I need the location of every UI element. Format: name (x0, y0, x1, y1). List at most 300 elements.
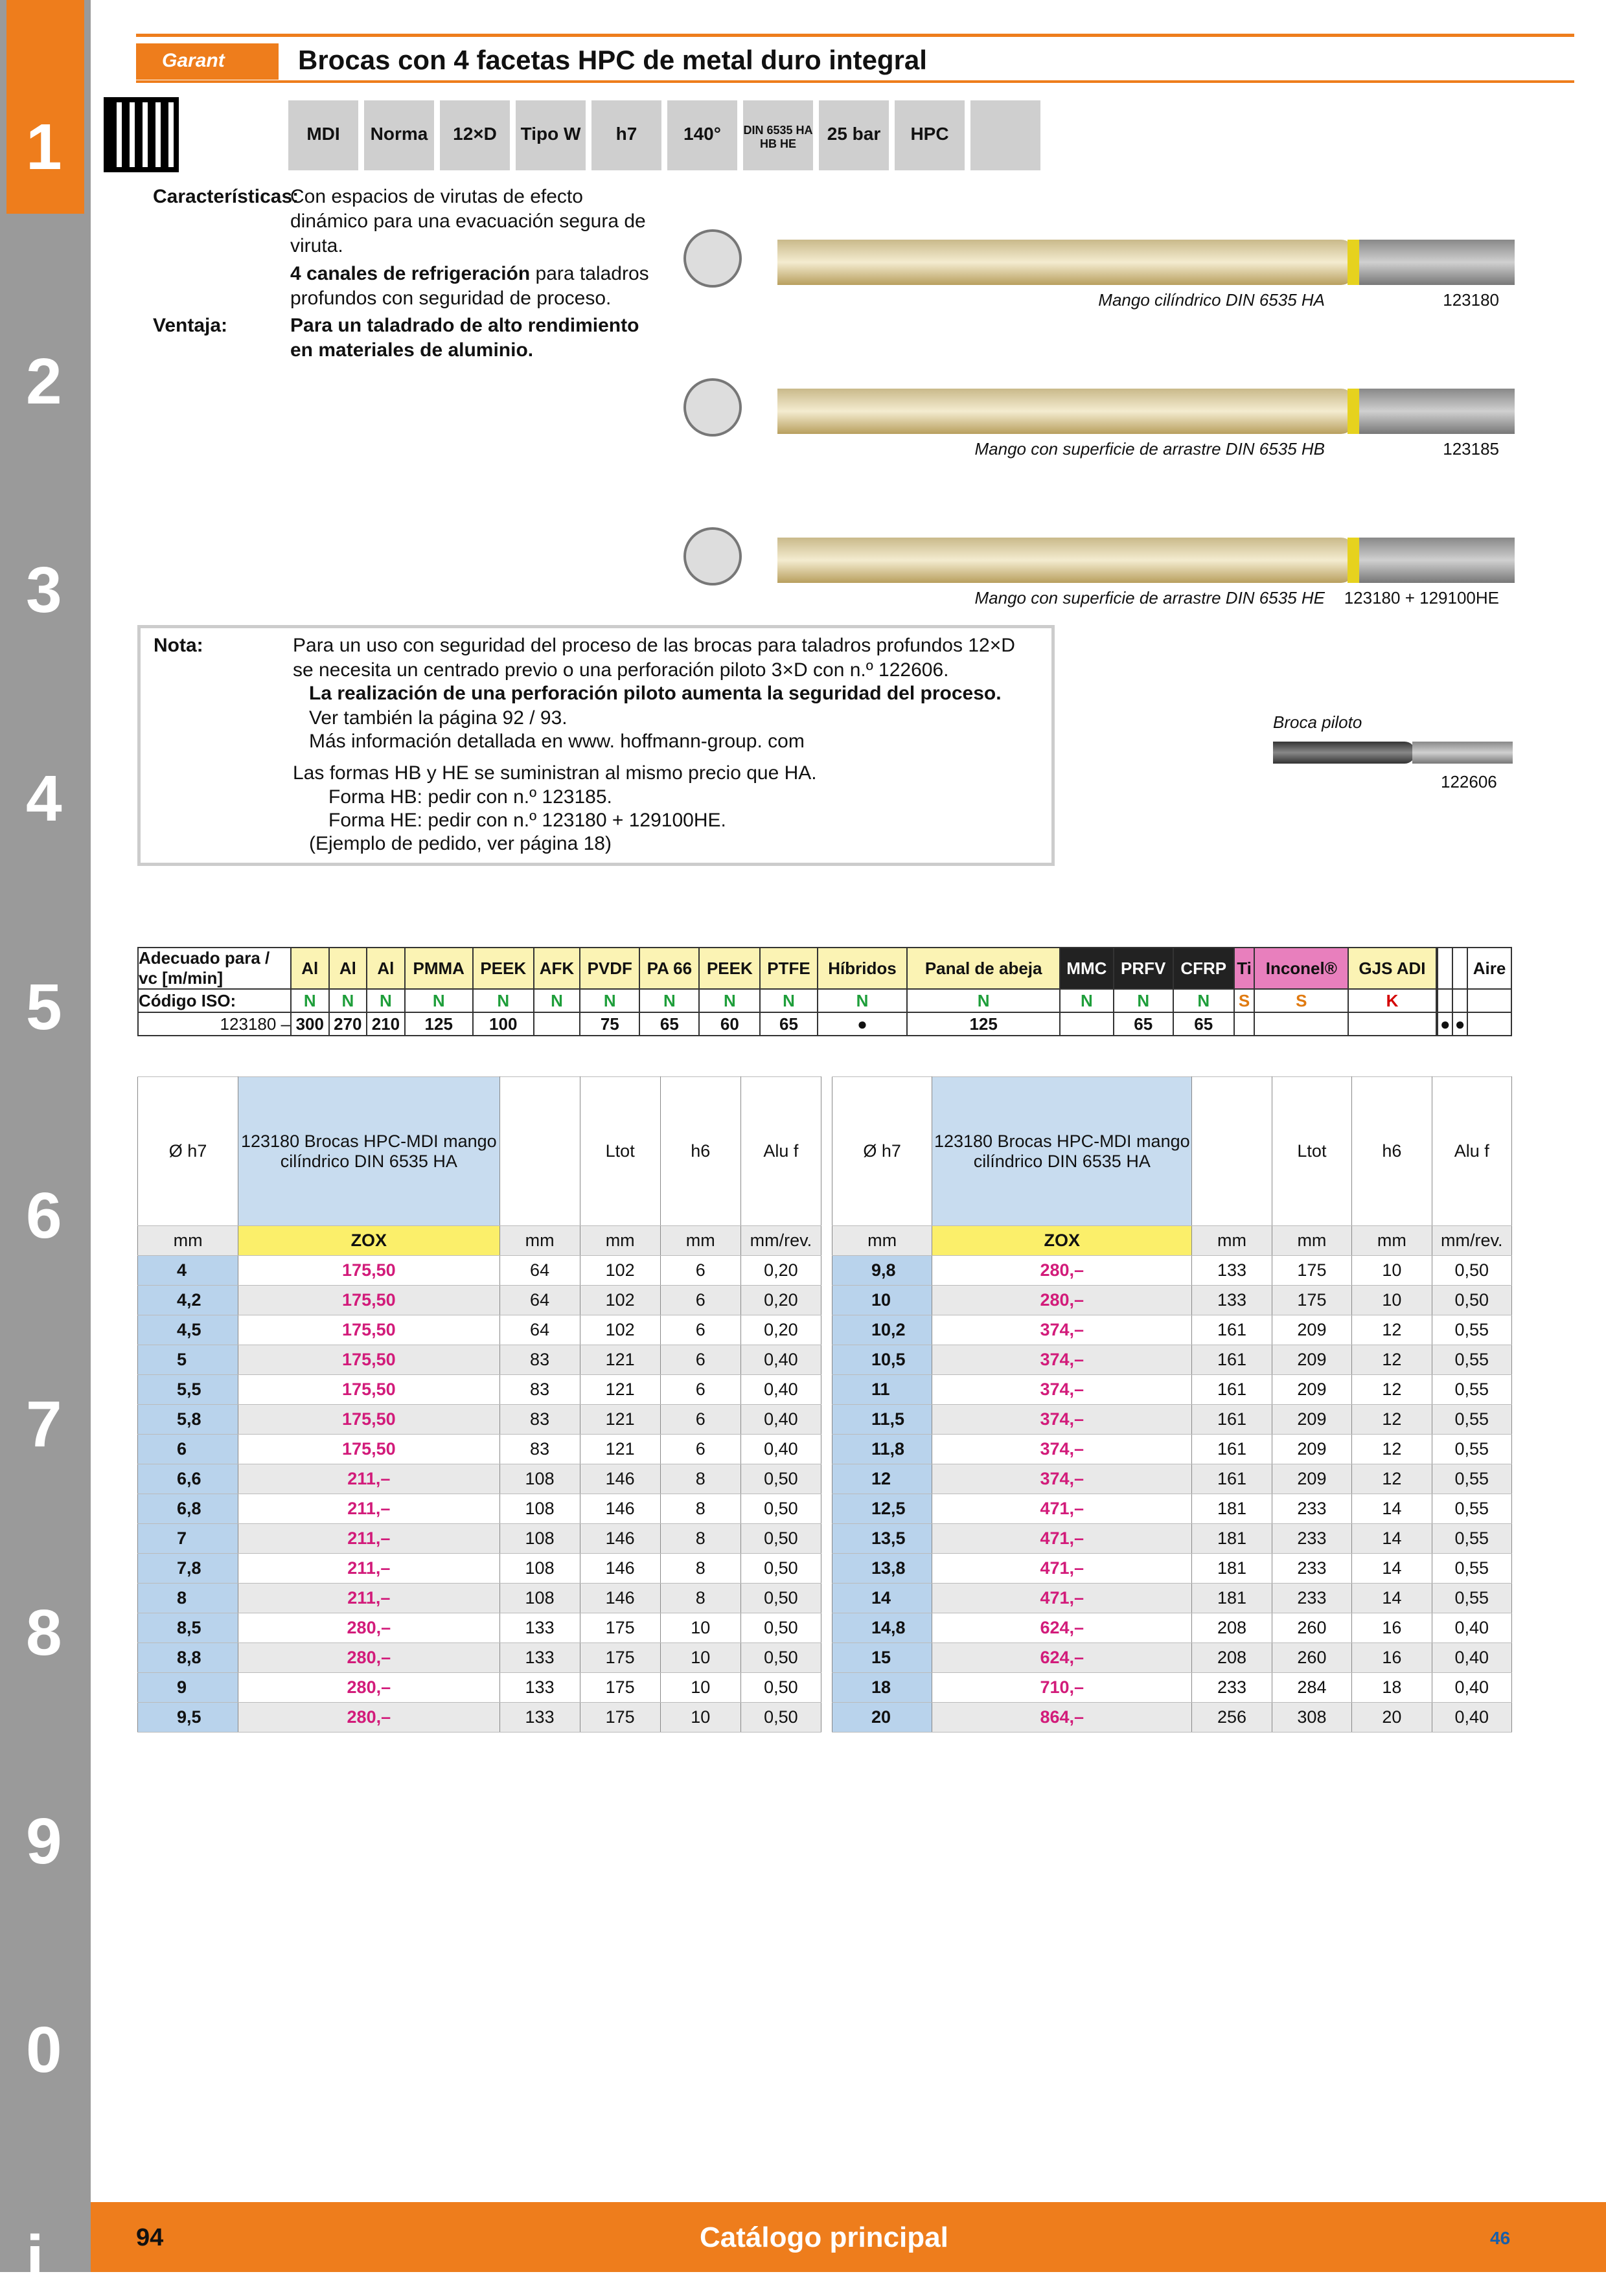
table-row[interactable] (832, 1643, 1512, 1673)
mat-col: Al (367, 948, 405, 989)
mat-col: PMMA (405, 948, 473, 989)
table-cell: 108 (499, 1464, 580, 1494)
iso-label: Código ISO: (138, 989, 291, 1012)
table-cell: 0,50 (740, 1703, 821, 1733)
table-row[interactable] (138, 1613, 821, 1643)
table-header: Ø h7 (832, 1077, 932, 1226)
table-cell: 8 (660, 1464, 740, 1494)
qr-code-icon[interactable] (104, 97, 179, 172)
table-cell: 175,50 (238, 1315, 499, 1345)
table-cell: 83 (499, 1405, 580, 1435)
iso-code: K (1348, 989, 1436, 1012)
table-cell: 7 (138, 1524, 238, 1554)
mat-value (1234, 1012, 1255, 1036)
table-cell: 10 (660, 1673, 740, 1703)
table-cell: 8 (660, 1554, 740, 1584)
table-cell: 374,– (932, 1375, 1192, 1405)
note-line: La realización de una perforación piloto aumenta la seguridad del proceso. (309, 683, 1002, 704)
table-cell: 0,40 (1432, 1613, 1511, 1643)
dimension-table-left (137, 1076, 821, 1733)
table-cell: 6,8 (138, 1494, 238, 1524)
material-table (137, 947, 1512, 1036)
table-row[interactable] (832, 1524, 1512, 1554)
iso-code: N (699, 989, 760, 1012)
table-cell: 710,– (932, 1673, 1192, 1703)
table-cell: 102 (580, 1286, 660, 1315)
table-cell: 175 (580, 1673, 660, 1703)
mat-col: Inconel® (1254, 948, 1348, 989)
iso-code: N (405, 989, 473, 1012)
table-cell: 6 (660, 1405, 740, 1435)
table-cell: 5 (138, 1345, 238, 1375)
table-cell: 9 (138, 1673, 238, 1703)
table-header: Ltot (580, 1077, 660, 1226)
table-cell: 18 (1352, 1673, 1432, 1703)
table-cell: 64 (499, 1256, 580, 1286)
table-cell: 208 (1192, 1613, 1272, 1643)
table-cell: 374,– (932, 1315, 1192, 1345)
table-cell: 16 (1352, 1613, 1432, 1643)
table-cell: 11,5 (832, 1405, 932, 1435)
table-row[interactable] (138, 1345, 821, 1375)
garant-logo: Garant (136, 43, 279, 80)
table-row[interactable] (138, 1375, 821, 1405)
table-row[interactable] (832, 1286, 1512, 1315)
table-cell: 8,5 (138, 1613, 238, 1643)
table-cell: 10 (660, 1613, 740, 1643)
table-cell: 14 (1352, 1554, 1432, 1584)
table-row[interactable] (832, 1435, 1512, 1464)
table-cell: 0,40 (1432, 1673, 1511, 1703)
iso-code: N (580, 989, 639, 1012)
table-cell: 175 (1272, 1286, 1351, 1315)
footer-title: Catálogo principal (700, 2222, 948, 2253)
drill-shank (1359, 538, 1515, 583)
chapter-number[interactable]: 7 (26, 1388, 62, 1461)
table-cell: 181 (1192, 1554, 1272, 1584)
table-row[interactable] (138, 1315, 821, 1345)
table-row[interactable] (832, 1554, 1512, 1584)
mat-value (1348, 1012, 1436, 1036)
table-cell: 146 (580, 1584, 660, 1613)
table-cell: 64 (499, 1286, 580, 1315)
features-text: Con espacios de virutas de efecto dinámico para una evacuación segura de viruta. (290, 186, 646, 256)
mat-value: 125 (907, 1012, 1060, 1036)
table-cell: 280,– (238, 1703, 499, 1733)
mat-value: 60 (699, 1012, 760, 1036)
table-cell: 0,20 (740, 1315, 821, 1345)
table-cell: 146 (580, 1464, 660, 1494)
pictogram-icon: MDI (288, 100, 358, 170)
table-row[interactable] (832, 1464, 1512, 1494)
table-cell: 624,– (932, 1613, 1192, 1643)
table-cell: 14 (1352, 1494, 1432, 1524)
table-unit: mm (660, 1226, 740, 1256)
pictogram-icon (970, 100, 1040, 170)
page-header (136, 34, 1574, 83)
table-cell: 10 (660, 1643, 740, 1673)
table-row[interactable] (138, 1643, 821, 1673)
table-row[interactable] (832, 1584, 1512, 1613)
chapter-number[interactable]: 5 (26, 971, 62, 1043)
table-cell: 211,– (238, 1524, 499, 1554)
table-cell: 0,55 (1432, 1554, 1511, 1584)
table-cell: 133 (499, 1643, 580, 1673)
iso-code: S (1254, 989, 1348, 1012)
mat-col: CFRP (1173, 948, 1234, 989)
table-row[interactable] (832, 1345, 1512, 1375)
table-row[interactable] (138, 1464, 821, 1494)
table-cell: 133 (1192, 1256, 1272, 1286)
table-cell: 181 (1192, 1584, 1272, 1613)
table-cell: 14 (832, 1584, 932, 1613)
table-unit: mm/rev. (1432, 1226, 1511, 1256)
table-cell: 9,5 (138, 1703, 238, 1733)
mat-col: Panal de abeja (907, 948, 1060, 989)
table-cell: 0,55 (1432, 1584, 1511, 1613)
mat-value: 210 (367, 1012, 405, 1036)
mat-col (1452, 948, 1467, 989)
table-row[interactable] (138, 1584, 821, 1613)
table-cell: 11,8 (832, 1435, 932, 1464)
mat-col: PEEK (473, 948, 534, 989)
table-cell: 181 (1192, 1494, 1272, 1524)
mat-value: 65 (1114, 1012, 1173, 1036)
table-cell: 211,– (238, 1494, 499, 1524)
footer (91, 2202, 1606, 2272)
table-cell: 10 (1352, 1286, 1432, 1315)
iso-code: N (639, 989, 699, 1012)
table-cell: 209 (1272, 1435, 1351, 1464)
table-cell: 175 (580, 1703, 660, 1733)
dimension-table-right (832, 1076, 1512, 1733)
drill-caption: Mango con superficie de arrastre DIN 6535 HE (974, 588, 1325, 608)
table-row[interactable] (832, 1375, 1512, 1405)
drill-section-icon (683, 378, 742, 437)
drill-band (1348, 389, 1359, 434)
table-unit: ZOX (238, 1226, 499, 1256)
table-cell: 175,50 (238, 1286, 499, 1315)
table-cell: 10,2 (832, 1315, 932, 1345)
table-cell: 471,– (932, 1494, 1192, 1524)
table-cell: 133 (1192, 1286, 1272, 1315)
table-cell: 6 (660, 1345, 740, 1375)
table-unit: mm (832, 1226, 932, 1256)
iso-code: N (329, 989, 367, 1012)
table-unit: mm (499, 1226, 580, 1256)
table-cell: 161 (1192, 1405, 1272, 1435)
drill-band (1348, 538, 1359, 583)
table-cell: 6 (138, 1435, 238, 1464)
table-cell: 0,50 (740, 1464, 821, 1494)
table-cell: 4,5 (138, 1315, 238, 1345)
iso-code: N (907, 989, 1060, 1012)
table-cell: 374,– (932, 1345, 1192, 1375)
table-cell: 20 (1352, 1703, 1432, 1733)
table-cell: 280,– (932, 1256, 1192, 1286)
note-link[interactable]: Más información detallada en www. hoffmann-group. com (309, 731, 805, 752)
chapter-number[interactable]: 8 (26, 1597, 62, 1669)
table-cell: 146 (580, 1524, 660, 1554)
table-row[interactable] (138, 1703, 821, 1733)
table-cell: 10,5 (832, 1345, 932, 1375)
table-cell: 8 (660, 1584, 740, 1613)
table-cell: 175,50 (238, 1345, 499, 1375)
mat-col: AFK (534, 948, 580, 989)
table-cell: 256 (1192, 1703, 1272, 1733)
table-cell: 0,40 (1432, 1703, 1511, 1733)
chapter-number[interactable]: i (26, 2222, 44, 2295)
table-cell: 12 (1352, 1315, 1432, 1345)
table-header: Alu f (1432, 1077, 1511, 1226)
table-row[interactable] (832, 1315, 1512, 1345)
table-cell: 260 (1272, 1643, 1351, 1673)
table-header (499, 1077, 580, 1226)
table-cell: 18 (832, 1673, 932, 1703)
table-cell: 121 (580, 1375, 660, 1405)
table-cell: 471,– (932, 1554, 1192, 1584)
table-cell: 12,5 (832, 1494, 932, 1524)
table-cell: 175,50 (238, 1375, 499, 1405)
table-cell: 374,– (932, 1464, 1192, 1494)
table-cell: 211,– (238, 1554, 499, 1584)
drill-caption: Mango con superficie de arrastre DIN 6535 HB (974, 439, 1325, 459)
table-cell: 0,55 (1432, 1405, 1511, 1435)
note-label: Nota: (154, 635, 203, 656)
table-cell: 0,55 (1432, 1345, 1511, 1375)
table-cell: 233 (1272, 1554, 1351, 1584)
table-header: Ltot (1272, 1077, 1351, 1226)
table-cell: 20 (832, 1703, 932, 1733)
chapter-number[interactable]: 1 (26, 111, 62, 183)
table-cell: 161 (1192, 1345, 1272, 1375)
table-cell: 0,40 (740, 1405, 821, 1435)
drill-image (777, 240, 1354, 285)
table-cell: 83 (499, 1435, 580, 1464)
table-cell: 102 (580, 1256, 660, 1286)
chapter-number[interactable]: 6 (26, 1179, 62, 1252)
iso-code (1438, 989, 1452, 1012)
note-box (137, 625, 1055, 866)
table-cell: 4 (138, 1256, 238, 1286)
table-cell: 0,40 (740, 1435, 821, 1464)
drill-article-number: 123185 (1443, 439, 1499, 459)
mat-col: GJS ADI (1348, 948, 1436, 989)
table-header: h6 (1352, 1077, 1432, 1226)
table-header: h6 (660, 1077, 740, 1226)
mat-col: PTFE (760, 948, 817, 989)
table-row[interactable] (138, 1435, 821, 1464)
drill-section-icon (683, 229, 742, 288)
table-cell: 280,– (238, 1613, 499, 1643)
table-cell: 0,40 (740, 1345, 821, 1375)
table-row[interactable] (832, 1494, 1512, 1524)
drill-image (777, 389, 1354, 434)
table-cell: 0,50 (740, 1524, 821, 1554)
footer-code: 46 (1490, 2228, 1511, 2248)
note-line: Forma HB: pedir con n.º 123185. (328, 786, 612, 808)
table-cell: 209 (1272, 1464, 1351, 1494)
chapter-number[interactable]: 9 (26, 1805, 62, 1878)
table-header: Ø h7 (138, 1077, 238, 1226)
iso-code: N (1114, 989, 1173, 1012)
chapter-number[interactable]: 2 (26, 345, 62, 418)
mat-value: 75 (580, 1012, 639, 1036)
table-row[interactable] (138, 1256, 821, 1286)
table-cell: 260 (1272, 1613, 1351, 1643)
table-cell: 108 (499, 1524, 580, 1554)
mat-value: 100 (473, 1012, 534, 1036)
table-cell: 864,– (932, 1703, 1192, 1733)
chapter-number[interactable]: 3 (26, 554, 62, 626)
table-cell: 6 (660, 1256, 740, 1286)
mat-col: Híbridos (818, 948, 908, 989)
table-cell: 121 (580, 1345, 660, 1375)
pictogram-icon: 12×D (440, 100, 510, 170)
features-text-2: 4 canales de refrigeración para taladros profundos con seguridad de proceso. (290, 263, 649, 309)
table-cell: 161 (1192, 1435, 1272, 1464)
iso-code (1467, 989, 1511, 1012)
table-row[interactable] (832, 1256, 1512, 1286)
mat-row-label: 123180 – (138, 1012, 291, 1036)
table-cell: 209 (1272, 1345, 1351, 1375)
table-unit: mm (580, 1226, 660, 1256)
table-cell: 108 (499, 1554, 580, 1584)
iso-code: N (367, 989, 405, 1012)
table-row[interactable] (138, 1524, 821, 1554)
mat-col: Aire (1467, 948, 1511, 989)
table-cell: 209 (1272, 1315, 1351, 1345)
table-cell: 133 (499, 1673, 580, 1703)
table-cell: 175,50 (238, 1405, 499, 1435)
table-cell: 6 (660, 1286, 740, 1315)
table-row[interactable] (138, 1673, 821, 1703)
chapter-number[interactable]: 0 (26, 2014, 62, 2086)
table-cell: 161 (1192, 1315, 1272, 1345)
table-cell: 8 (660, 1524, 740, 1554)
table-cell: 12 (1352, 1375, 1432, 1405)
table-cell: 0,55 (1432, 1464, 1511, 1494)
table-cell: 64 (499, 1315, 580, 1345)
table-cell: 121 (580, 1435, 660, 1464)
table-cell: 7,8 (138, 1554, 238, 1584)
table-cell: 16 (1352, 1643, 1432, 1673)
advantage-label: Ventaja: (153, 315, 228, 336)
table-cell: 175,50 (238, 1435, 499, 1464)
table-cell: 11 (832, 1375, 932, 1405)
table-header: 123180 Brocas HPC-MDI mango cilíndrico DIN 6535 HA (238, 1077, 499, 1226)
table-cell: 146 (580, 1554, 660, 1584)
mat-value (1060, 1012, 1114, 1036)
table-row[interactable] (138, 1405, 821, 1435)
table-cell: 624,– (932, 1643, 1192, 1673)
table-cell: 209 (1272, 1375, 1351, 1405)
pictogram-icon: 140° (667, 100, 737, 170)
pilot-number: 122606 (1441, 772, 1497, 791)
table-cell: 0,50 (740, 1584, 821, 1613)
table-cell: 0,40 (1432, 1643, 1511, 1673)
table-cell: 108 (499, 1494, 580, 1524)
table-cell: 284 (1272, 1673, 1351, 1703)
pictogram-icon: 25 bar (819, 100, 889, 170)
table-unit: mm/rev. (740, 1226, 821, 1256)
table-cell: 0,20 (740, 1286, 821, 1315)
note-line: Las formas HB y HE se suministran al mismo precio que HA. (293, 762, 817, 784)
pictogram-icon: DIN 6535 HA HB HE (743, 100, 813, 170)
mat-value: 65 (760, 1012, 817, 1036)
table-cell: 8 (138, 1584, 238, 1613)
mat-col (1438, 948, 1452, 989)
table-cell: 233 (1272, 1584, 1351, 1613)
table-row[interactable] (832, 1673, 1512, 1703)
mat-value: ● (1452, 1012, 1467, 1036)
note-line: Ver también la página 92 / 93. (309, 707, 568, 729)
table-cell: 0,55 (1432, 1375, 1511, 1405)
table-cell: 4,2 (138, 1286, 238, 1315)
table-cell: 121 (580, 1405, 660, 1435)
table-cell: 6 (660, 1435, 740, 1464)
drill-image (777, 538, 1354, 583)
table-row[interactable] (138, 1286, 821, 1315)
table-cell: 0,55 (1432, 1524, 1511, 1554)
table-row[interactable] (138, 1554, 821, 1584)
mat-value (1254, 1012, 1348, 1036)
table-cell: 133 (499, 1703, 580, 1733)
drill-caption: Mango cilíndrico DIN 6535 HA (1098, 290, 1325, 310)
table-cell: 233 (1272, 1524, 1351, 1554)
table-cell: 13,8 (832, 1554, 932, 1584)
table-row[interactable] (832, 1703, 1512, 1733)
table-row[interactable] (832, 1405, 1512, 1435)
table-cell: 0,50 (740, 1613, 821, 1643)
mat-header: Adecuado para / vc [m/min] (138, 948, 291, 989)
table-cell: 471,– (932, 1524, 1192, 1554)
table-cell: 0,50 (1432, 1286, 1511, 1315)
mat-value: 65 (1173, 1012, 1234, 1036)
table-cell: 211,– (238, 1464, 499, 1494)
chapter-number[interactable]: 4 (26, 762, 62, 835)
table-cell: 14 (1352, 1524, 1432, 1554)
iso-code: N (760, 989, 817, 1012)
mat-col: Al (329, 948, 367, 989)
table-cell: 181 (1192, 1524, 1272, 1554)
table-cell: 374,– (932, 1405, 1192, 1435)
table-cell: 280,– (238, 1643, 499, 1673)
iso-code: N (1173, 989, 1234, 1012)
pictogram-icon: HPC (895, 100, 965, 170)
table-row[interactable] (138, 1494, 821, 1524)
drill-band (1348, 240, 1359, 285)
mat-value: ● (818, 1012, 908, 1036)
mat-value (534, 1012, 580, 1036)
iso-code: N (1060, 989, 1114, 1012)
page-title: Brocas con 4 facetas HPC de metal duro integral (298, 45, 927, 75)
pilot-caption: Broca piloto (1273, 712, 1362, 732)
table-cell: 0,50 (740, 1494, 821, 1524)
table-unit: mm (1272, 1226, 1351, 1256)
mat-col: Al (291, 948, 329, 989)
table-row[interactable] (832, 1613, 1512, 1643)
mat-col: PA 66 (639, 948, 699, 989)
pictogram-icon: Norma (364, 100, 434, 170)
note-line: Forma HE: pedir con n.º 123180 + 129100HE. (328, 810, 726, 831)
table-cell: 108 (499, 1584, 580, 1613)
drill-shank (1359, 389, 1515, 434)
features-label: Características: (153, 186, 299, 207)
table-cell: 0,55 (1432, 1435, 1511, 1464)
table-cell: 280,– (932, 1286, 1192, 1315)
pilot-shank (1412, 742, 1513, 764)
